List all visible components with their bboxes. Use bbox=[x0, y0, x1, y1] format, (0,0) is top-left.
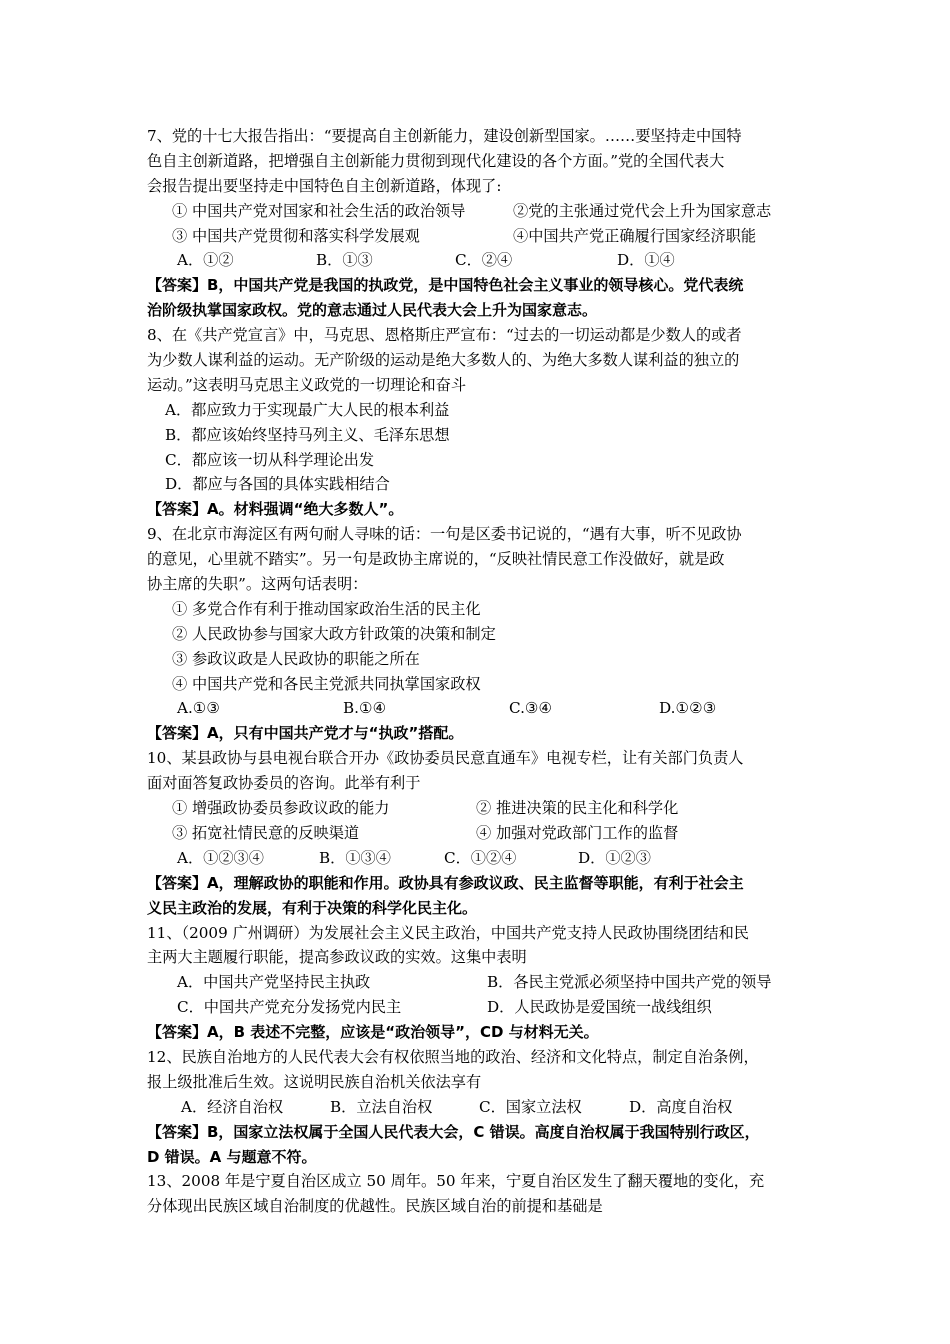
options-row bbox=[147, 1095, 812, 1120]
option: A．①② bbox=[177, 251, 234, 270]
option: D．①②③ bbox=[578, 848, 651, 867]
option: C．②④ bbox=[455, 251, 513, 270]
choice-item: ④ 中国共产党和各民主党派共同执掌国家政权 bbox=[172, 674, 481, 693]
option: D．都应与各国的具体实践相结合 bbox=[165, 475, 390, 494]
document-body bbox=[147, 124, 812, 1219]
choice-item: ② 推进决策的民主化和科学化 bbox=[476, 799, 679, 818]
choice-item: ②党的主张通过党代会上升为国家意志 bbox=[513, 201, 772, 220]
answer-line: 【答案】A，理解政协的职能和作用。政协具有参政议政、民主监督等职能，有利于社会主 bbox=[147, 873, 744, 892]
option: B．各民主党派必须坚持中国共产党的领导 bbox=[487, 973, 772, 992]
option: C．国家立法权 bbox=[479, 1097, 582, 1116]
question-stem-line: 报上级批准后生效。这说明民族自治机关依法享有 bbox=[147, 1072, 482, 1091]
option: B．①③④ bbox=[319, 848, 391, 867]
answer-line: D 错误。A 与题意不符。 bbox=[147, 1147, 317, 1166]
question-stem-line: 11、（2009 广州调研）为发展社会主义民主政治，中国共产党支持人民政协围绕团结和民 bbox=[147, 923, 749, 942]
question-11 bbox=[147, 921, 812, 1045]
answer-line: 【答案】A，只有中国共产党才与“执政”搭配。 bbox=[147, 724, 464, 743]
option: D．高度自治权 bbox=[629, 1097, 733, 1116]
option: A．经济自治权 bbox=[181, 1097, 284, 1116]
question-stem-line: 7、党的十七大报告指出：“要提高自主创新能力，建设创新型国家。……要坚持走中国特 bbox=[147, 127, 742, 145]
choice-item: ③ 中国共产党贯彻和落实科学发展观 bbox=[172, 226, 420, 245]
options-row bbox=[147, 995, 812, 1020]
question-9 bbox=[147, 522, 812, 746]
question-7 bbox=[147, 124, 812, 323]
options-row bbox=[147, 248, 812, 273]
options-row bbox=[147, 846, 812, 871]
question-stem-line: 的意见，心里就不踏实”。另一句是政协主席说的，“反映社情民意工作没做好，就是政 bbox=[147, 550, 725, 569]
option: B．立法自治权 bbox=[330, 1097, 433, 1116]
answer-line: 【答案】A，B 表述不完整，应该是“政治领导”，CD 与材料无关。 bbox=[147, 1023, 599, 1042]
choice-item: ③ 参政议政是人民政协的职能之所在 bbox=[172, 649, 420, 668]
option: C．中国共产党充分发扬党内民主 bbox=[177, 998, 402, 1017]
option: C．①②④ bbox=[444, 848, 517, 867]
choice-item: ④ 加强对党政部门工作的监督 bbox=[476, 823, 679, 842]
question-stem-line: 13、2008 年是宁夏自治区成立 50 周年。50 年来，宁夏自治区发生了翻天覆地的变化，充 bbox=[147, 1172, 765, 1191]
option: A．都应致力于实现最广大人民的根本利益 bbox=[165, 400, 450, 419]
question-stem-line: 10、某县政协与县电视台联合开办《政协委员民意直通车》电视专栏，让有关部门负责人 bbox=[147, 749, 744, 768]
option: D．①④ bbox=[617, 251, 675, 270]
question-10 bbox=[147, 746, 812, 920]
answer-line: 【答案】B，中国共产党是我国的执政党，是中国特色社会主义事业的领导核心。党代表统 bbox=[147, 276, 744, 295]
answer-line: 义民主政治的发展，有利于决策的科学化民主化。 bbox=[147, 898, 478, 917]
question-stem-line: 8、在《共产党宣言》中，马克思、恩格斯庄严宣布：“过去的一切运动都是少数人的或者 bbox=[147, 326, 742, 345]
question-stem-line: 运动。”这表明马克思主义政党的一切理论和奋斗 bbox=[147, 375, 467, 394]
question-stem-line: 会报告提出要坚持走中国特色自主创新道路，体现了: bbox=[147, 176, 502, 195]
choice-item: ① 增强政协委员参政议政的能力 bbox=[172, 799, 390, 818]
question-stem-line: 12、民族自治地方的人民代表大会有权依照当地的政治、经济和文化特点，制定自治条例， bbox=[147, 1047, 759, 1066]
option: B.①④ bbox=[343, 699, 387, 718]
choice-item: ④中国共产党正确履行国家经济职能 bbox=[513, 226, 756, 245]
choice-item: ② 人民政协参与国家大政方针政策的决策和制定 bbox=[172, 624, 496, 643]
choice-item: ① 多党合作有利于推动国家政治生活的民主化 bbox=[172, 599, 481, 618]
option: C．都应该一切从科学理论出发 bbox=[165, 450, 375, 469]
option: A.①③ bbox=[177, 699, 221, 718]
choice-item: ① 中国共产党对国家和社会生活的政治领导 bbox=[172, 201, 466, 220]
option: B．都应该始终坚持马列主义、毛泽东思想 bbox=[165, 425, 450, 444]
answer-line: 【答案】B，国家立法权属于全国人民代表大会，C 错误。高度自治权属于我国特别行政区， bbox=[147, 1122, 760, 1141]
option: A．①②③④ bbox=[177, 848, 264, 867]
option: B．①③ bbox=[316, 251, 373, 270]
question-stem-line: 面对面答复政协委员的咨询。此举有利于 bbox=[147, 774, 421, 793]
question-stem-line: 协主席的失职”。这两句话表明： bbox=[147, 575, 368, 594]
option: A．中国共产党坚持民主执政 bbox=[177, 973, 371, 992]
choice-row bbox=[147, 224, 812, 249]
option: C.③④ bbox=[509, 699, 553, 718]
option: D.①②③ bbox=[659, 699, 717, 718]
choice-item: ③ 拓宽社情民意的反映渠道 bbox=[172, 823, 360, 842]
answer-line: 治阶级执掌国家政权。党的意志通过人民代表大会上升为国家意志。 bbox=[147, 301, 598, 320]
question-stem-line: 为少数人谋利益的运动。无产阶级的运动是绝大多数人的、为绝大多数人谋利益的独立的 bbox=[147, 351, 740, 370]
question-13 bbox=[147, 1169, 812, 1219]
answer-line: 【答案】A。材料强调“绝大多数人”。 bbox=[147, 500, 404, 519]
option: D．人民政协是爱国统一战线组织 bbox=[487, 998, 712, 1017]
question-12 bbox=[147, 1045, 812, 1169]
question-stem-line: 分体现出民族区域自治制度的优越性。民族区域自治的前提和基础是 bbox=[147, 1197, 603, 1216]
question-stem-line: 9、在北京市海淀区有两句耐人寻味的话：一句是区委书记说的，“遇有大事，听不见政协 bbox=[147, 525, 742, 544]
choice-row bbox=[147, 821, 812, 846]
question-stem-line: 色自主创新道路，把增强自主创新能力贯彻到现代化建设的各个方面。”党的全国代表大 bbox=[147, 151, 725, 170]
question-stem-line: 主两大主题履行职能，提高参政议政的实效。这集中表明 bbox=[147, 948, 527, 967]
choice-row bbox=[147, 796, 812, 821]
question-8 bbox=[147, 323, 812, 522]
choice-row bbox=[147, 199, 812, 224]
options-row bbox=[147, 970, 812, 995]
options-row bbox=[147, 696, 812, 721]
